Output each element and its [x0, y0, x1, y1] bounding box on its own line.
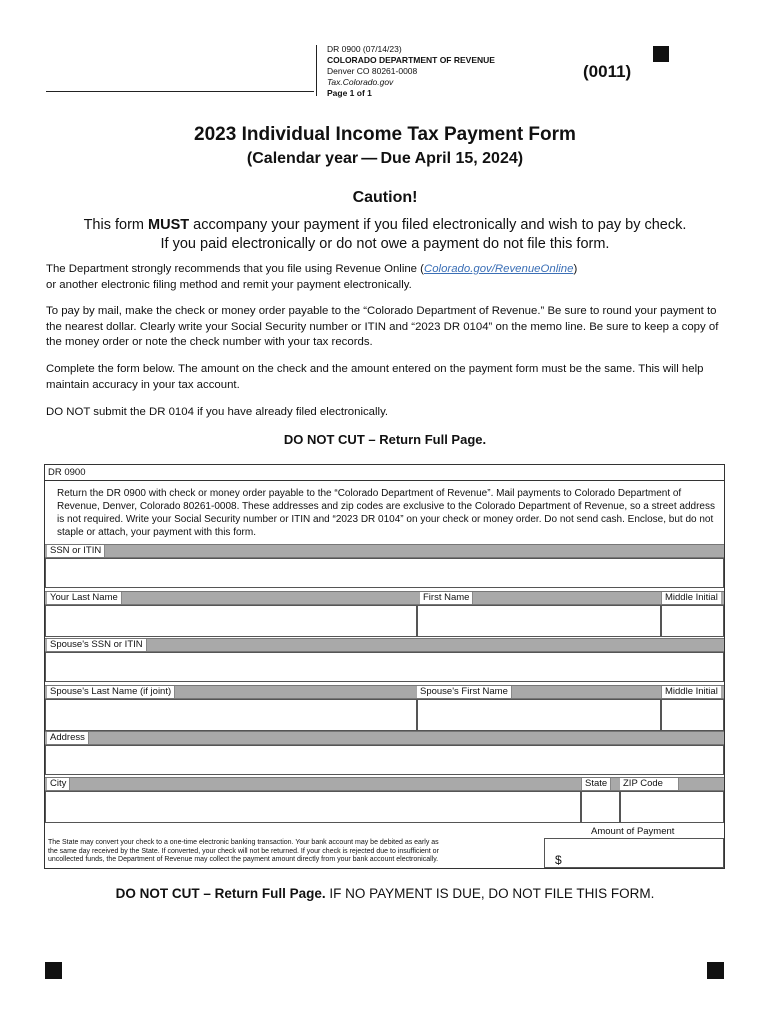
form-code: (0011) — [583, 62, 632, 81]
amount-field[interactable] — [544, 838, 724, 868]
payment-voucher — [44, 464, 725, 869]
spouse-middle-initial-label: Middle Initial — [661, 686, 721, 698]
ssn-label: SSN or ITIN — [47, 545, 105, 557]
paragraph-do-not-submit: DO NOT submit the DR 0104 if you have already filed electronically. — [46, 406, 389, 418]
check-conversion-notice: The State may convert your check to a one-time electronic banking transaction. Your bank account may be debited as early as the same day received by the State. If converted, your check will not be returned. If your check is rejected due to insufficient or uncollected funds, the Department of Revenue may collect the payment amount directly from your bank account electronically. — [48, 839, 439, 864]
paragraph-complete-form: Complete the form below. The amount on the check and the amount entered on the payment form must be the same. This will help maintain accuracy in your tax account. — [46, 363, 704, 391]
spouse-last-name-label: Spouse's Last Name (if joint) — [47, 686, 175, 698]
caution-line-2: If you paid electronically or do not owe a payment do not file this form. — [160, 236, 610, 252]
ssn-field[interactable] — [45, 558, 724, 588]
spouse-ssn-label: Spouse's SSN or ITIN — [47, 639, 147, 651]
paragraph-pay-by-mail: To pay by mail, make the check or money order payable to the “Colorado Department of Revenue.” Be sure to round your payment to the nearest dollar. Clearly write your Social Security number or ITIN and “2023 DR 0104” on the memo line. Be sure to keep a copy of the money order or note the check number with your tax records. — [46, 305, 719, 348]
caution-heading: Caution! — [352, 189, 418, 206]
caution-line-1: This form MUST accompany your payment if you filed electronically and wish to pay by check. — [83, 217, 687, 233]
middle-initial-field[interactable] — [661, 605, 724, 637]
amount-label: Amount of Payment — [591, 826, 675, 837]
address-label: Address — [47, 732, 89, 744]
zip-field[interactable] — [620, 791, 724, 823]
state-label: State — [581, 778, 611, 790]
voucher-instructions: Return the DR 0900 with check or money order payable to the “Colorado Department of Revenue”. Mail payments to Colorado Department of Revenue, Denver, Colorado 80261-0008. These addresses and zip codes are exclusive to the Colorado Department of Revenue, so a street address is not required. Write your Social Security number or ITIN and “2023 DR 0104” on your check or money order. Do not send cash. Enclose, but do not staple or attach, your payment with this form. — [57, 488, 715, 538]
zip-label: ZIP Code — [620, 778, 679, 790]
last-name-label: Your Last Name — [47, 592, 122, 604]
voucher-tag: DR 0900 — [48, 467, 86, 478]
department-name: COLORADO DEPARTMENT OF REVENUE — [327, 55, 495, 65]
page-title: 2023 Individual Income Tax Payment Form — [194, 124, 576, 145]
city-label: City — [47, 778, 70, 790]
signature-line — [46, 91, 314, 92]
registration-mark-top — [653, 46, 669, 62]
first-name-label: First Name — [420, 592, 473, 604]
dollar-sign: $ — [555, 853, 562, 867]
department-site: Tax.Colorado.gov — [327, 77, 394, 87]
spouse-first-name-field[interactable] — [417, 699, 661, 731]
middle-initial-label: Middle Initial — [661, 592, 721, 604]
last-name-field[interactable] — [45, 605, 417, 637]
header-divider — [316, 45, 317, 96]
paragraph-revenue-online: The Department strongly recommends that you file using Revenue Online (Colorado.gov/RevenueOnline) or another electronic filing method and remit your payment electronically. — [46, 263, 578, 291]
page-number: Page 1 of 1 — [327, 88, 372, 98]
state-field[interactable] — [581, 791, 620, 823]
revenue-online-link[interactable]: Colorado.gov/RevenueOnline — [423, 263, 574, 275]
registration-mark-bottom-right — [707, 962, 724, 979]
spouse-middle-initial-field[interactable] — [661, 699, 724, 731]
do-not-cut-notice: DO NOT CUT – Return Full Page. — [283, 432, 487, 447]
department-city: Denver CO 80261-0008 — [327, 66, 418, 76]
registration-mark-bottom-left — [45, 962, 62, 979]
address-field[interactable] — [45, 745, 724, 775]
first-name-field[interactable] — [417, 605, 661, 637]
city-field[interactable] — [45, 791, 581, 823]
spouse-last-name-field[interactable] — [45, 699, 417, 731]
spouse-first-name-label: Spouse's First Name — [417, 686, 512, 698]
form-header — [327, 44, 495, 99]
footer-notice: DO NOT CUT – Return Full Page. IF NO PAYMENT IS DUE, DO NOT FILE THIS FORM. — [115, 886, 655, 901]
spouse-ssn-field[interactable] — [45, 652, 724, 682]
form-id: DR 0900 (07/14/23) — [327, 44, 402, 54]
page-subtitle: (Calendar year — Due April 15, 2024) — [246, 150, 524, 167]
